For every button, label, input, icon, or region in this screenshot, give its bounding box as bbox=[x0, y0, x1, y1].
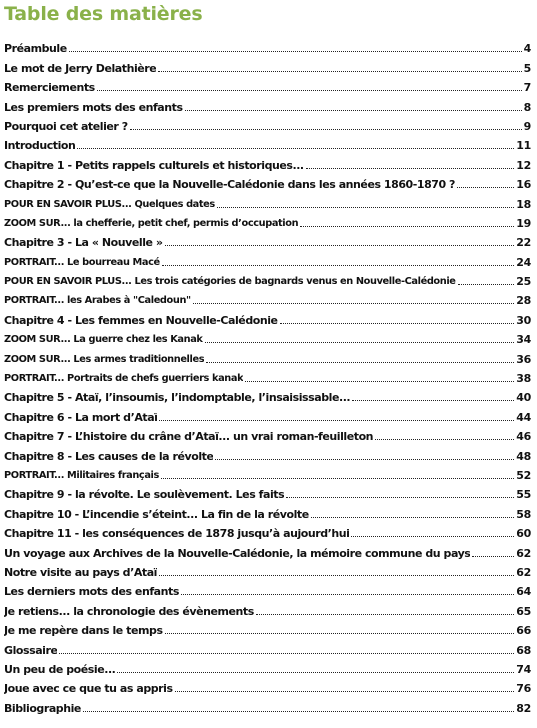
toc-entry[interactable] bbox=[4, 404, 531, 423]
toc-entry-page-number: 11 bbox=[516, 139, 531, 153]
dot-leader bbox=[457, 186, 514, 188]
dot-leader bbox=[458, 283, 515, 285]
toc-entry-page-number: 44 bbox=[516, 410, 531, 424]
toc-entry[interactable] bbox=[4, 211, 531, 230]
toc-entry-title: ZOOM SUR... Les armes traditionnelles bbox=[4, 353, 205, 365]
toc-entry[interactable] bbox=[4, 249, 531, 268]
toc-entry-page-number: 60 bbox=[516, 527, 531, 541]
dot-leader bbox=[215, 458, 514, 460]
dot-leader bbox=[185, 109, 522, 111]
toc-entry-title: Bibliographie bbox=[4, 701, 81, 715]
toc-entry-title: Un peu de poésie... bbox=[4, 662, 116, 676]
toc-entry-title: Introduction bbox=[4, 139, 76, 153]
toc-entry[interactable] bbox=[4, 598, 531, 617]
toc-entry-title: Notre visite au pays d’Ataï bbox=[4, 565, 158, 579]
toc-entry[interactable] bbox=[4, 424, 531, 443]
dot-leader bbox=[158, 70, 521, 72]
toc-entry-page-number: 25 bbox=[516, 275, 531, 289]
toc-entry-title: Pourquoi cet atelier ? bbox=[4, 119, 128, 133]
dot-leader bbox=[165, 244, 515, 246]
toc-entry-page-number: 8 bbox=[523, 100, 531, 114]
dot-leader bbox=[206, 361, 514, 363]
dot-leader bbox=[205, 341, 515, 343]
toc-entry-page-number: 22 bbox=[516, 236, 531, 250]
toc-entry-page-number: 12 bbox=[516, 158, 531, 172]
toc-entry-title: Chapitre 3 - La « Nouvelle » bbox=[4, 236, 163, 250]
toc-entry[interactable] bbox=[4, 133, 531, 152]
toc-entry-page-number: 74 bbox=[516, 662, 531, 676]
dot-leader bbox=[352, 399, 514, 401]
toc-entry-title: ZOOM SUR... la chefferie, petit chef, permis d’occupation bbox=[4, 217, 299, 229]
toc-entry-title: Chapitre 7 - L’histoire du crâne d’Ataï... un vrai roman-feuilleton bbox=[4, 430, 374, 444]
dot-leader bbox=[159, 419, 514, 421]
toc-entry-title: Les premiers mots des enfants bbox=[4, 100, 183, 114]
toc-entry-title: Chapitre 10 - L’incendie s’éteint... La fin de la révolte bbox=[4, 507, 309, 521]
toc-entry-page-number: 52 bbox=[516, 468, 531, 482]
dot-leader bbox=[245, 380, 514, 382]
toc-entry[interactable] bbox=[4, 463, 531, 482]
toc-entry-title: Chapitre 1 - Petits rappels culturels et historiques... bbox=[4, 158, 304, 172]
toc-entry-page-number: 46 bbox=[516, 430, 531, 444]
toc-entry-title: Les derniers mots des enfants bbox=[4, 585, 179, 599]
toc-entry-page-number: 30 bbox=[516, 313, 531, 327]
dot-leader bbox=[351, 535, 514, 537]
toc-entry-page-number: 58 bbox=[516, 507, 531, 521]
table-of-contents bbox=[4, 36, 531, 715]
toc-entry-title: Joue avec ce que tu as appris bbox=[4, 682, 173, 696]
toc-entry[interactable] bbox=[4, 327, 531, 346]
toc-entry-page-number: 7 bbox=[523, 81, 531, 95]
toc-entry[interactable] bbox=[4, 521, 531, 540]
toc-entry-title: Chapitre 8 - Les causes de la révolte bbox=[4, 449, 214, 463]
page-title: Table des matières bbox=[4, 3, 203, 25]
toc-entry[interactable] bbox=[4, 695, 531, 714]
toc-entry[interactable] bbox=[4, 482, 531, 501]
dot-leader bbox=[300, 225, 514, 227]
toc-entry-page-number: 40 bbox=[516, 391, 531, 405]
toc-entry-page-number: 34 bbox=[516, 333, 531, 347]
dot-leader bbox=[161, 477, 514, 479]
toc-entry[interactable] bbox=[4, 307, 531, 326]
toc-entry[interactable] bbox=[4, 94, 531, 113]
toc-entry[interactable] bbox=[4, 637, 531, 656]
dot-leader bbox=[472, 555, 514, 557]
toc-entry-title: Chapitre 6 - La mort d’Ataï bbox=[4, 410, 158, 424]
toc-entry-title: Préambule bbox=[4, 42, 67, 56]
toc-entry[interactable] bbox=[4, 579, 531, 598]
toc-entry-title: Chapitre 9 - la révolte. Le soulèvement. Les faits bbox=[4, 488, 285, 502]
toc-entry[interactable] bbox=[4, 540, 531, 559]
toc-entry-page-number: 62 bbox=[516, 546, 531, 560]
dot-leader bbox=[375, 438, 514, 440]
toc-entry-title: PORTRAIT... Militaires français bbox=[4, 469, 159, 481]
dot-leader bbox=[59, 652, 514, 654]
toc-entry-page-number: 38 bbox=[516, 372, 531, 386]
dot-leader bbox=[306, 167, 515, 169]
toc-entry-title: Remerciements bbox=[4, 81, 95, 95]
toc-entry[interactable] bbox=[4, 75, 531, 94]
dot-leader bbox=[311, 516, 515, 518]
dot-leader bbox=[286, 496, 514, 498]
toc-entry-page-number: 48 bbox=[516, 449, 531, 463]
toc-entry-title: POUR EN SAVOIR PLUS... Les trois catégories de bagnards venus en Nouvelle-Calédonie bbox=[4, 276, 456, 288]
toc-entry[interactable] bbox=[4, 443, 531, 462]
dot-leader bbox=[165, 632, 515, 634]
toc-entry[interactable] bbox=[4, 560, 531, 579]
dot-leader bbox=[130, 128, 522, 130]
dot-leader bbox=[77, 147, 514, 149]
toc-entry-title: PORTRAIT... Portraits de chefs guerriers kanak bbox=[4, 373, 244, 385]
toc-entry-page-number: 55 bbox=[516, 488, 531, 502]
toc-entry-title: Le mot de Jerry Delathière bbox=[4, 61, 157, 75]
toc-entry-page-number: 19 bbox=[516, 216, 531, 230]
toc-entry-page-number: 82 bbox=[516, 701, 531, 715]
toc-entry[interactable] bbox=[4, 172, 531, 191]
toc-entry-title: PORTRAIT... Le bourreau Macé bbox=[4, 256, 160, 268]
toc-entry-title: Chapitre 2 - Qu’est-ce que la Nouvelle-Calédonie dans les années 1860-1870 ? bbox=[4, 178, 455, 192]
toc-entry-title: Chapitre 4 - Les femmes en Nouvelle-Calédonie bbox=[4, 313, 278, 327]
toc-entry-title: Je retiens... la chronologie des évènements bbox=[4, 604, 254, 618]
toc-entry[interactable] bbox=[4, 269, 531, 288]
toc-entry-title: Un voyage aux Archives de la Nouvelle-Calédonie, la mémoire commune du pays bbox=[4, 546, 471, 560]
toc-entry[interactable] bbox=[4, 385, 531, 404]
toc-entry-title: Glossaire bbox=[4, 643, 58, 657]
dot-leader bbox=[181, 593, 514, 595]
dot-leader bbox=[159, 574, 514, 576]
toc-entry[interactable] bbox=[4, 230, 531, 249]
toc-entry-page-number: 68 bbox=[516, 643, 531, 657]
toc-entry[interactable] bbox=[4, 152, 531, 171]
toc-entry-title: Chapitre 5 - Ataï, l’insoumis, l’indomptable, l’insaisissable... bbox=[4, 391, 351, 405]
toc-entry[interactable] bbox=[4, 657, 531, 676]
toc-entry[interactable] bbox=[4, 676, 531, 695]
toc-entry[interactable] bbox=[4, 288, 531, 307]
toc-entry[interactable] bbox=[4, 55, 531, 74]
toc-entry[interactable] bbox=[4, 36, 531, 55]
toc-entry-page-number: 36 bbox=[516, 352, 531, 366]
toc-entry-page-number: 66 bbox=[516, 624, 531, 638]
toc-entry-page-number: 9 bbox=[523, 119, 531, 133]
dot-leader bbox=[217, 206, 514, 208]
dot-leader bbox=[117, 671, 514, 673]
toc-entry-page-number: 64 bbox=[516, 585, 531, 599]
toc-entry[interactable] bbox=[4, 114, 531, 133]
toc-entry-title: POUR EN SAVOIR PLUS... Quelques dates bbox=[4, 198, 215, 210]
dot-leader bbox=[83, 710, 514, 712]
dot-leader bbox=[193, 302, 515, 304]
dot-leader bbox=[162, 264, 515, 266]
toc-entry[interactable] bbox=[4, 501, 531, 520]
toc-entry-page-number: 65 bbox=[516, 604, 531, 618]
toc-entry-title: PORTRAIT... les Arabes à "Caledoun" bbox=[4, 295, 191, 307]
toc-entry-page-number: 16 bbox=[516, 178, 531, 192]
dot-leader bbox=[69, 50, 522, 52]
toc-entry-page-number: 62 bbox=[516, 565, 531, 579]
dot-leader bbox=[280, 322, 515, 324]
toc-entry[interactable] bbox=[4, 346, 531, 365]
toc-entry-page-number: 28 bbox=[516, 294, 531, 308]
toc-entry-page-number: 24 bbox=[516, 255, 531, 269]
toc-entry-title: Chapitre 11 - les conséquences de 1878 jusqu’à aujourd’hui bbox=[4, 527, 350, 541]
dot-leader bbox=[97, 89, 522, 91]
toc-entry-page-number: 5 bbox=[523, 61, 531, 75]
dot-leader bbox=[175, 690, 515, 692]
toc-entry[interactable] bbox=[4, 618, 531, 637]
toc-entry-title: Je me repère dans le temps bbox=[4, 624, 163, 638]
toc-entry[interactable] bbox=[4, 366, 531, 385]
toc-entry-page-number: 4 bbox=[523, 42, 531, 56]
toc-entry-page-number: 18 bbox=[516, 197, 531, 211]
toc-entry-page-number: 76 bbox=[516, 682, 531, 696]
toc-entry[interactable] bbox=[4, 191, 531, 210]
dot-leader bbox=[256, 613, 514, 615]
toc-entry-title: ZOOM SUR... La guerre chez les Kanak bbox=[4, 334, 203, 346]
